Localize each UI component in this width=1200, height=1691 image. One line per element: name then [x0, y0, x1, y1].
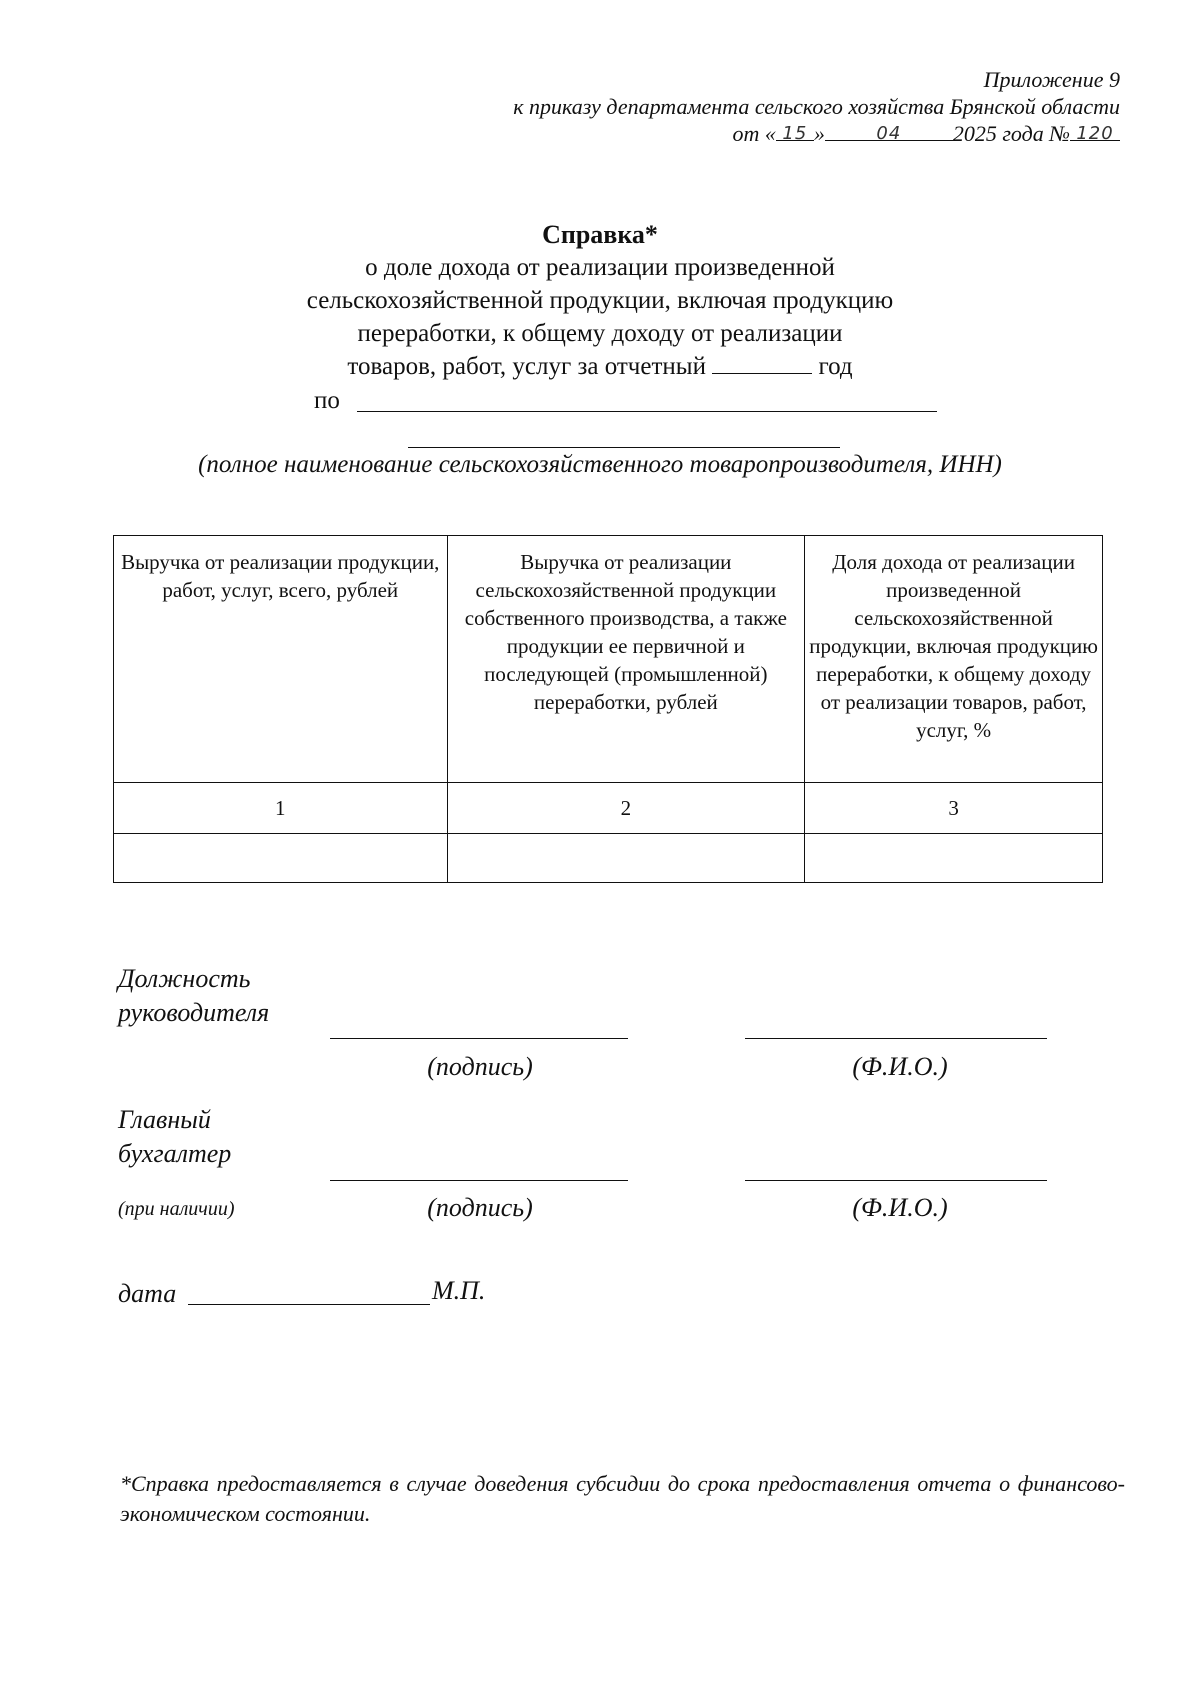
head-position-label: Должность руководителя [118, 964, 270, 1027]
year-text: 2025 года № [952, 121, 1070, 146]
report-year-field[interactable] [712, 351, 812, 374]
title-line-2: сельскохозяйственной продукции, включая продукцию [306, 287, 894, 314]
head-signature-line[interactable] [330, 1038, 628, 1039]
accountant-signature-line[interactable] [330, 1180, 628, 1181]
footnote: *Справка предоставляется в случае доведения субсидии до срока предоставления отчета о финансово-экономическом состоянии. [120, 1471, 1125, 1526]
handwritten-month: 04 [876, 123, 902, 144]
accountant-signature-caption: (подпись) [427, 1193, 533, 1222]
head-signature-caption: (подпись) [427, 1052, 533, 1081]
title-line-3: переработки, к общему доходу от реализации [357, 320, 843, 347]
income-share-table [113, 535, 1103, 883]
column-number-1: 1 [114, 783, 448, 834]
total-revenue-cell[interactable] [114, 834, 448, 883]
accountant-name-line[interactable] [745, 1180, 1047, 1181]
document-title-block [0, 218, 1200, 383]
entity-prefix: по [314, 387, 340, 414]
column-number-3: 3 [805, 783, 1103, 834]
document-title: Справка* [542, 220, 658, 249]
accountant-label: Главный бухгалтер [118, 1105, 232, 1168]
title-line-1: о доле дохода от реализации произведенной [365, 254, 835, 281]
date-prefix: от « [732, 121, 776, 146]
entity-name-field[interactable] [357, 411, 937, 412]
head-name-line[interactable] [745, 1038, 1047, 1039]
head-name-caption: (Ф.И.О.) [852, 1052, 948, 1081]
stamp-label: М.П. [432, 1276, 486, 1305]
header-agri-revenue: Выручка от реализации сельскохозяйственной продукции собственного производства, а также продукции ее первичной и последующей (промышленной) переработки, рублей [447, 536, 805, 783]
column-number-2: 2 [447, 783, 805, 834]
entity-name-field-2[interactable] [408, 447, 840, 448]
date-label: дата [118, 1279, 177, 1308]
header-total-revenue: Выручка от реализации продукции, работ, услуг, всего, рублей [114, 536, 448, 783]
date-quote-close: » [813, 121, 825, 146]
income-share-cell[interactable] [805, 834, 1103, 883]
handwritten-day: 15 [782, 123, 808, 144]
table-number-row [114, 783, 1103, 834]
accountant-name-caption: (Ф.И.О.) [852, 1193, 948, 1222]
appendix-number: Приложение 9 [983, 67, 1120, 92]
handwritten-number: 120 [1076, 123, 1114, 144]
table-header-row [114, 536, 1103, 783]
entity-line [314, 384, 340, 417]
order-date-line [513, 120, 1120, 147]
entity-caption: (полное наименование сельскохозяйственного товаропроизводителя, ИНН) [198, 451, 1002, 478]
accountant-optional-note: (при наличии) [118, 1198, 235, 1220]
appendix-header [513, 66, 1120, 147]
table-data-row [114, 834, 1103, 883]
order-reference: к приказу департамента сельского хозяйства Брянской области [513, 94, 1120, 119]
date-field[interactable] [188, 1304, 430, 1305]
title-line-4: товаров, работ, услуг за отчетный год [347, 353, 853, 380]
agri-revenue-cell[interactable] [447, 834, 805, 883]
header-income-share: Доля дохода от реализации произведенной сельскохозяйственной продукции, включая продукцию переработки, к общему доходу от реализации товаров, работ, услуг, % [805, 536, 1103, 783]
